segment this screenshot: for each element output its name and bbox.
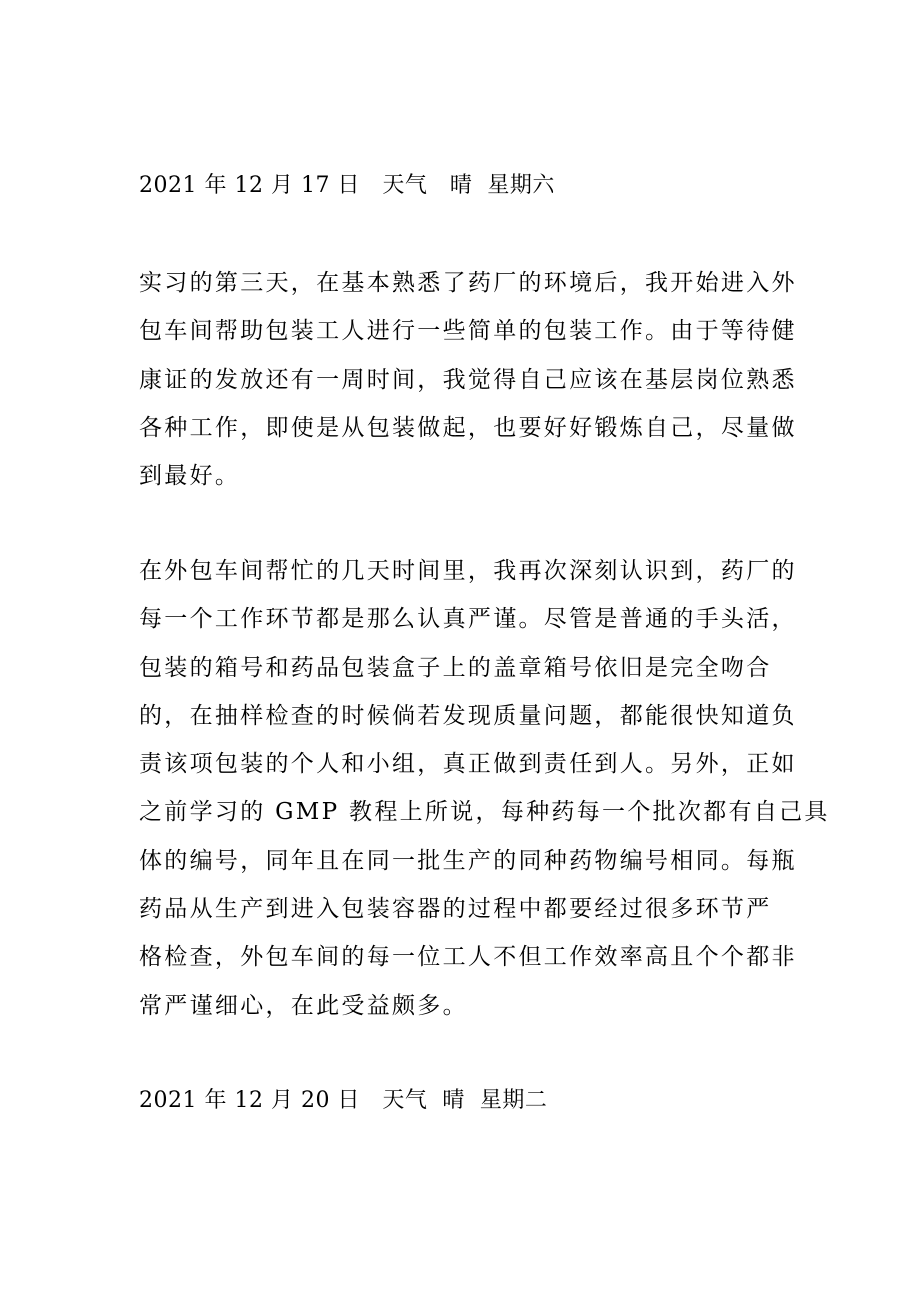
paragraph-line: 格检查，外包车间的每一位工人不但工作效率高且个个都非 (139, 944, 797, 971)
paragraph-line: 实习的第三天，在基本熟悉了药厂的环境后，我开始进入外 (139, 270, 797, 296)
entry-date-line: 2021 年 12 月 17 日 天气 晴 星期六 (139, 173, 555, 198)
paragraph-line: 的，在抽样检查的时候倘若发现质量问题，都能很快知道负 (139, 702, 797, 729)
paragraph-line: 药品从生产到进入包装容器的过程中都要经过很多环节严 (139, 896, 772, 923)
paragraph-line: 每一个工作环节都是那么认真严谨。尽管是普通的手头活， (139, 606, 797, 633)
paragraph-line: 包车间帮助包装工人进行一些简单的包装工作。由于等待健 (139, 318, 797, 345)
paragraph-line: 体的编号，同年且在同一批生产的同种药物编号相同。每瓶 (139, 847, 797, 874)
paragraph (139, 547, 830, 1030)
paragraph (139, 259, 797, 500)
paragraph-line: 包装的箱号和药品包装盒子上的盖章箱号依旧是完全吻合 (139, 654, 772, 681)
paragraph-line: 常严谨细心，在此受益颇多。 (139, 992, 468, 1019)
paragraph-line: 到最好。 (139, 463, 241, 490)
entry-date-line: 2021 年 12 月 20 日 天气 晴 星期二 (139, 1088, 548, 1113)
paragraph-line: 责该项包装的个人和小组，真正做到责任到人。另外，正如 (139, 751, 797, 778)
paragraph-line: 各种工作，即使是从包装做起，也要好好锻炼自己，尽量做 (139, 414, 797, 441)
paragraph-line: 在外包车间帮忙的几天时间里，我再次深刻认识到，药厂的 (139, 558, 797, 584)
paragraph-line: 之前学习的 GMP 教程上所说，每种药每一个批次都有自己具 (139, 799, 830, 826)
paragraph-line: 康证的发放还有一周时间，我觉得自己应该在基层岗位熟悉 (139, 366, 797, 393)
